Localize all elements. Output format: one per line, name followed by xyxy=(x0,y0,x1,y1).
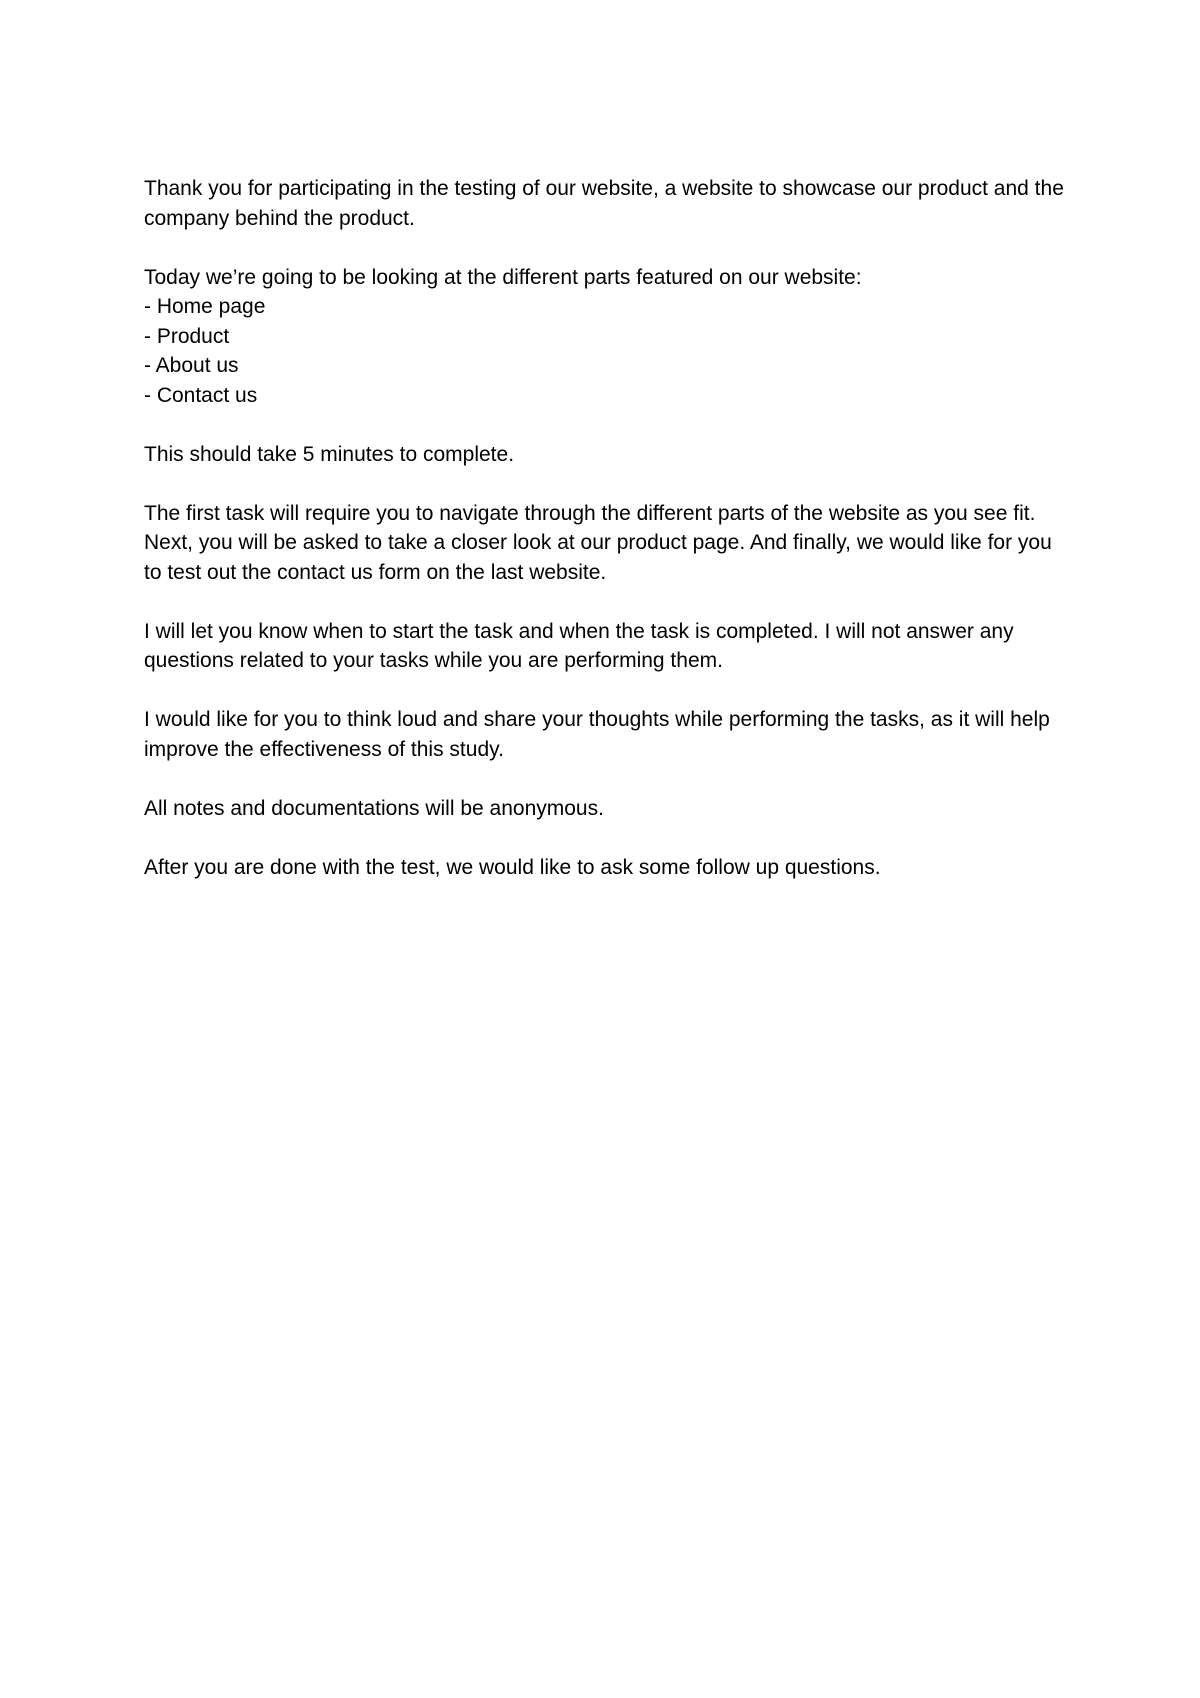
instructions-paragraph: I will let you know when to start the task and when the task is completed. I will not answer any questions related to your tasks while you are performing them. xyxy=(144,619,1020,672)
list-item-home-page: - Home page xyxy=(144,295,266,318)
follow-up-paragraph: After you are done with the test, we would like to ask some follow up questions. xyxy=(144,855,881,879)
list-item-contact-us: - Contact us xyxy=(144,383,258,407)
duration-paragraph: This should take 5 minutes to complete. xyxy=(144,442,515,466)
list-item-about-us: - About us xyxy=(144,354,239,377)
list-item-product: - Product xyxy=(144,324,230,348)
intro-paragraph: Thank you for participating in the testing of our website, a website to showcase our product and the company behind the product. xyxy=(144,177,1070,230)
think-aloud-paragraph: I would like for you to think loud and share your thoughts while performing the tasks, as it will help improve the effectiveness of this study. xyxy=(144,708,1056,761)
list-intro: Today we’re going to be looking at the different parts featured on our website: xyxy=(144,265,862,289)
website-parts-list xyxy=(144,263,1064,411)
tasks-paragraph: The first task will require you to navigate through the different parts of the website as you see fit. Next, you will be asked to take a closer look at our product page. And finally, we would like for you to test out the contact us form on the last website. xyxy=(144,501,1058,584)
document-body xyxy=(144,174,1070,912)
anonymity-paragraph: All notes and documentations will be anonymous. xyxy=(144,796,604,820)
